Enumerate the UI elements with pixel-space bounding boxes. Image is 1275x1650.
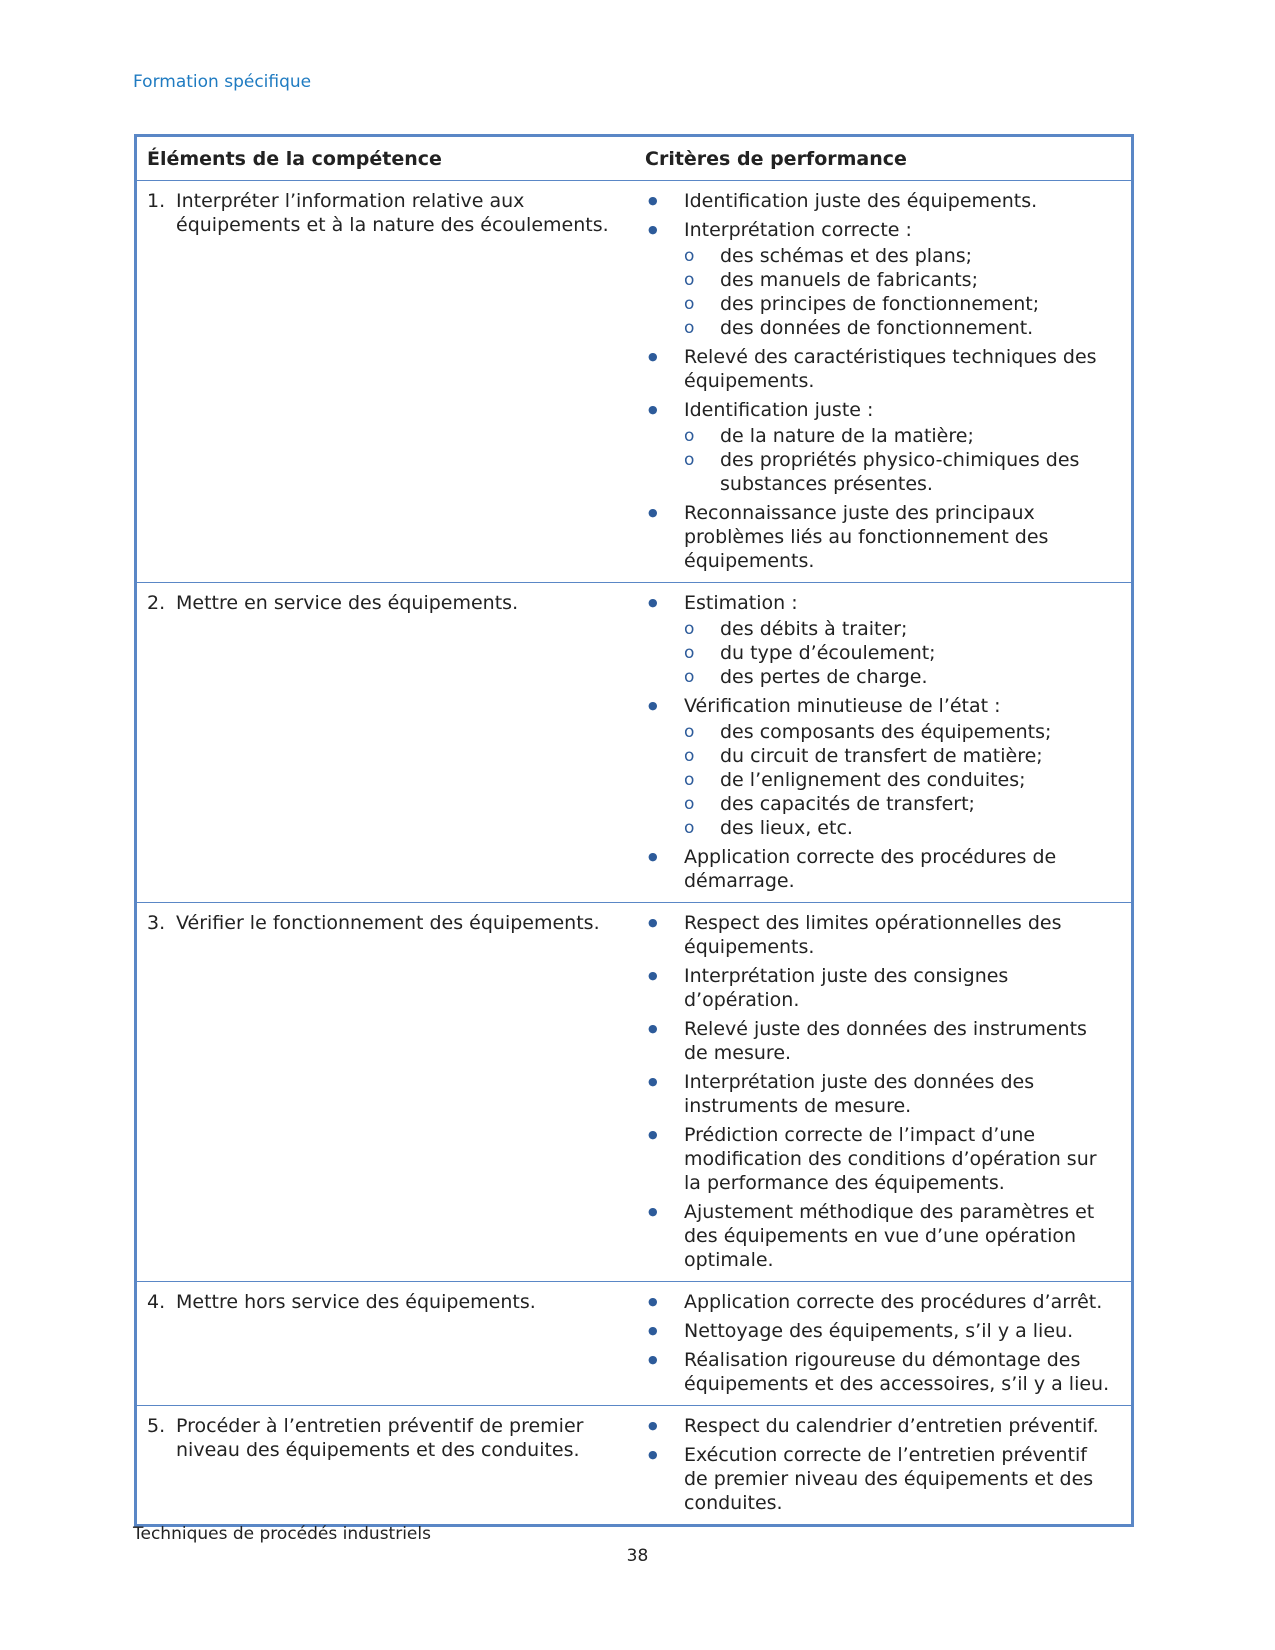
bullet-icon: ● [648, 916, 658, 929]
circle-bullet-icon: o [684, 426, 695, 446]
bullet-icon: ● [648, 1205, 658, 1218]
circle-bullet-icon: o [684, 770, 695, 790]
element-cell [137, 903, 636, 1281]
element-text: Mettre en service des équipements. [176, 592, 519, 614]
criterion [644, 911, 1115, 959]
criterion-text: Interprétation correcte : [684, 219, 912, 241]
criterion [644, 1123, 1115, 1195]
element-cell [137, 1406, 636, 1524]
criterion-text: Réalisation rigoureuse du démontage des équipements et des accessoires, s’il y a lieu. [684, 1349, 1110, 1395]
bullet-icon: ● [648, 1324, 658, 1337]
element-number: 3. [147, 912, 166, 934]
sub-criterion [684, 268, 1115, 292]
competence-element [147, 189, 626, 237]
bullet-icon: ● [648, 699, 658, 712]
criterion [644, 1414, 1115, 1438]
criterion-text: Identification juste : [684, 399, 874, 421]
criterion-text: Identification juste des équipements. [684, 190, 1038, 212]
element-cell [137, 181, 636, 582]
criteria-cell [636, 903, 1131, 1281]
criterion [644, 694, 1115, 840]
element-text: Vérifier le fonctionnement des équipements. [176, 912, 600, 934]
sub-criteria-list [644, 424, 1115, 496]
sub-criterion-text: du circuit de transfert de matière; [720, 745, 1043, 767]
sub-criterion-text: des pertes de charge. [720, 666, 928, 688]
criteria-cell [636, 181, 1131, 582]
bullet-icon: ● [648, 1295, 658, 1308]
sub-criterion-text: des débits à traiter; [720, 618, 908, 640]
criterion-text: Nettoyage des équipements, s’il y a lieu. [684, 1320, 1074, 1342]
criterion [644, 218, 1115, 340]
table-row [137, 903, 1131, 1282]
criterion [644, 1070, 1115, 1118]
bullet-icon: ● [648, 1075, 658, 1088]
criterion [644, 591, 1115, 689]
circle-bullet-icon: o [684, 722, 695, 742]
circle-bullet-icon: o [684, 794, 695, 814]
element-text: Mettre hors service des équipements. [176, 1291, 536, 1313]
criterion [644, 189, 1115, 213]
bullet-icon: ● [648, 1128, 658, 1141]
sub-criterion-text: des données de fonctionnement. [720, 317, 1034, 339]
sub-criteria-list [644, 244, 1115, 340]
criteria-list [644, 911, 1115, 1272]
sub-criteria-list [644, 617, 1115, 689]
circle-bullet-icon: o [684, 246, 695, 266]
criterion-text: Interprétation juste des données des instruments de mesure. [684, 1071, 1035, 1117]
sub-criterion-text: des capacités de transfert; [720, 793, 975, 815]
circle-bullet-icon: o [684, 270, 695, 290]
sub-criterion [684, 617, 1115, 641]
sub-criterion-text: de l’enlignement des conduites; [720, 769, 1026, 791]
sub-criterion [684, 448, 1115, 496]
bullet-icon: ● [648, 403, 658, 416]
competence-element [147, 911, 626, 935]
sub-criteria-list [644, 720, 1115, 840]
bullet-icon: ● [648, 506, 658, 519]
criterion [644, 845, 1115, 893]
criterion [644, 1319, 1115, 1343]
criterion-text: Estimation : [684, 592, 798, 614]
criteria-cell [636, 583, 1131, 902]
sub-criterion [684, 316, 1115, 340]
sub-criterion [684, 720, 1115, 744]
sub-criterion [684, 816, 1115, 840]
footer-title: Techniques de procédés industriels [133, 1524, 431, 1544]
criterion-text: Respect du calendrier d’entretien préventif. [684, 1415, 1099, 1437]
criteria-cell [636, 1406, 1131, 1524]
sub-criterion-text: des propriétés physico-chimiques des substances présentes. [720, 449, 1080, 495]
criterion-text: Application correcte des procédures d’arrêt. [684, 1291, 1103, 1313]
competence-element [147, 1290, 626, 1314]
criteria-list [644, 1290, 1115, 1396]
element-cell [137, 583, 636, 902]
table-row [137, 583, 1131, 903]
table-body [137, 181, 1131, 1524]
criterion [644, 501, 1115, 573]
criterion [644, 964, 1115, 1012]
circle-bullet-icon: o [684, 318, 695, 338]
sub-criterion-text: des lieux, etc. [720, 817, 853, 839]
sub-criterion [684, 768, 1115, 792]
sub-criterion-text: des schémas et des plans; [720, 245, 973, 267]
bullet-icon: ● [648, 350, 658, 363]
sub-criterion [684, 665, 1115, 689]
section-header: Formation spécifique [133, 72, 312, 92]
sub-criterion-text: des principes de fonctionnement; [720, 293, 1040, 315]
bullet-icon: ● [648, 596, 658, 609]
circle-bullet-icon: o [684, 450, 695, 470]
criterion-text: Relevé juste des données des instruments de mesure. [684, 1018, 1087, 1064]
table-row [137, 181, 1131, 583]
bullet-icon: ● [648, 969, 658, 982]
element-number: 5. [147, 1415, 166, 1437]
circle-bullet-icon: o [684, 294, 695, 314]
circle-bullet-icon: o [684, 818, 695, 838]
sub-criterion [684, 792, 1115, 816]
criteria-list [644, 591, 1115, 893]
bullet-icon: ● [648, 1353, 658, 1366]
criteria-list [644, 189, 1115, 573]
criterion-text: Respect des limites opérationnelles des équipements. [684, 912, 1062, 958]
sub-criterion-text: du type d’écoulement; [720, 642, 936, 664]
competence-table [134, 134, 1134, 1527]
criterion-text: Relevé des caractéristiques techniques des équipements. [684, 346, 1097, 392]
competence-element [147, 591, 626, 615]
circle-bullet-icon: o [684, 667, 695, 687]
criterion [644, 1348, 1115, 1396]
criterion-text: Application correcte des procédures de démarrage. [684, 846, 1057, 892]
criterion-text: Prédiction correcte de l’impact d’une modification des conditions d’opération sur la performance des équipements. [684, 1124, 1097, 1194]
sub-criterion-text: de la nature de la matière; [720, 425, 974, 447]
table-row [137, 1282, 1131, 1406]
circle-bullet-icon: o [684, 619, 695, 639]
criteria-cell [636, 1282, 1131, 1405]
element-text: Procéder à l’entretien préventif de premier niveau des équipements et des conduites. [176, 1415, 584, 1461]
circle-bullet-icon: o [684, 643, 695, 663]
col-header-elements: Éléments de la compétence [147, 148, 442, 170]
bullet-icon: ● [648, 850, 658, 863]
sub-criterion [684, 744, 1115, 768]
page-number: 38 [626, 1546, 649, 1566]
criterion-text: Vérification minutieuse de l’état : [684, 695, 1001, 717]
bullet-icon: ● [648, 223, 658, 236]
criterion-text: Ajustement méthodique des paramètres et des équipements en vue d’une opération optimale. [684, 1201, 1095, 1271]
table-header [137, 137, 1131, 181]
criterion [644, 1017, 1115, 1065]
element-cell [137, 1282, 636, 1405]
criterion [644, 345, 1115, 393]
criteria-list [644, 1414, 1115, 1515]
criterion-text: Reconnaissance juste des principaux problèmes liés au fonctionnement des équipements. [684, 502, 1049, 572]
criterion [644, 1200, 1115, 1272]
element-number: 2. [147, 592, 166, 614]
sub-criterion-text: des composants des équipements; [720, 721, 1052, 743]
criterion [644, 398, 1115, 496]
sub-criterion [684, 244, 1115, 268]
criterion-text: Exécution correcte de l’entretien préventif de premier niveau des équipements et des conduites. [684, 1444, 1094, 1514]
sub-criterion-text: des manuels de fabricants; [720, 269, 978, 291]
sub-criterion [684, 424, 1115, 448]
element-number: 4. [147, 1291, 166, 1313]
bullet-icon: ● [648, 1419, 658, 1432]
bullet-icon: ● [648, 1448, 658, 1461]
circle-bullet-icon: o [684, 746, 695, 766]
criterion [644, 1443, 1115, 1515]
sub-criterion [684, 292, 1115, 316]
criterion-text: Interprétation juste des consignes d’opération. [684, 965, 1009, 1011]
element-text: Interpréter l’information relative aux équipements et à la nature des écoulements. [176, 190, 609, 236]
sub-criterion [684, 641, 1115, 665]
bullet-icon: ● [648, 194, 658, 207]
criterion [644, 1290, 1115, 1314]
element-number: 1. [147, 190, 166, 212]
bullet-icon: ● [648, 1022, 658, 1035]
table-row [137, 1406, 1131, 1524]
competence-element [147, 1414, 626, 1462]
col-header-criteria: Critères de performance [645, 148, 907, 170]
